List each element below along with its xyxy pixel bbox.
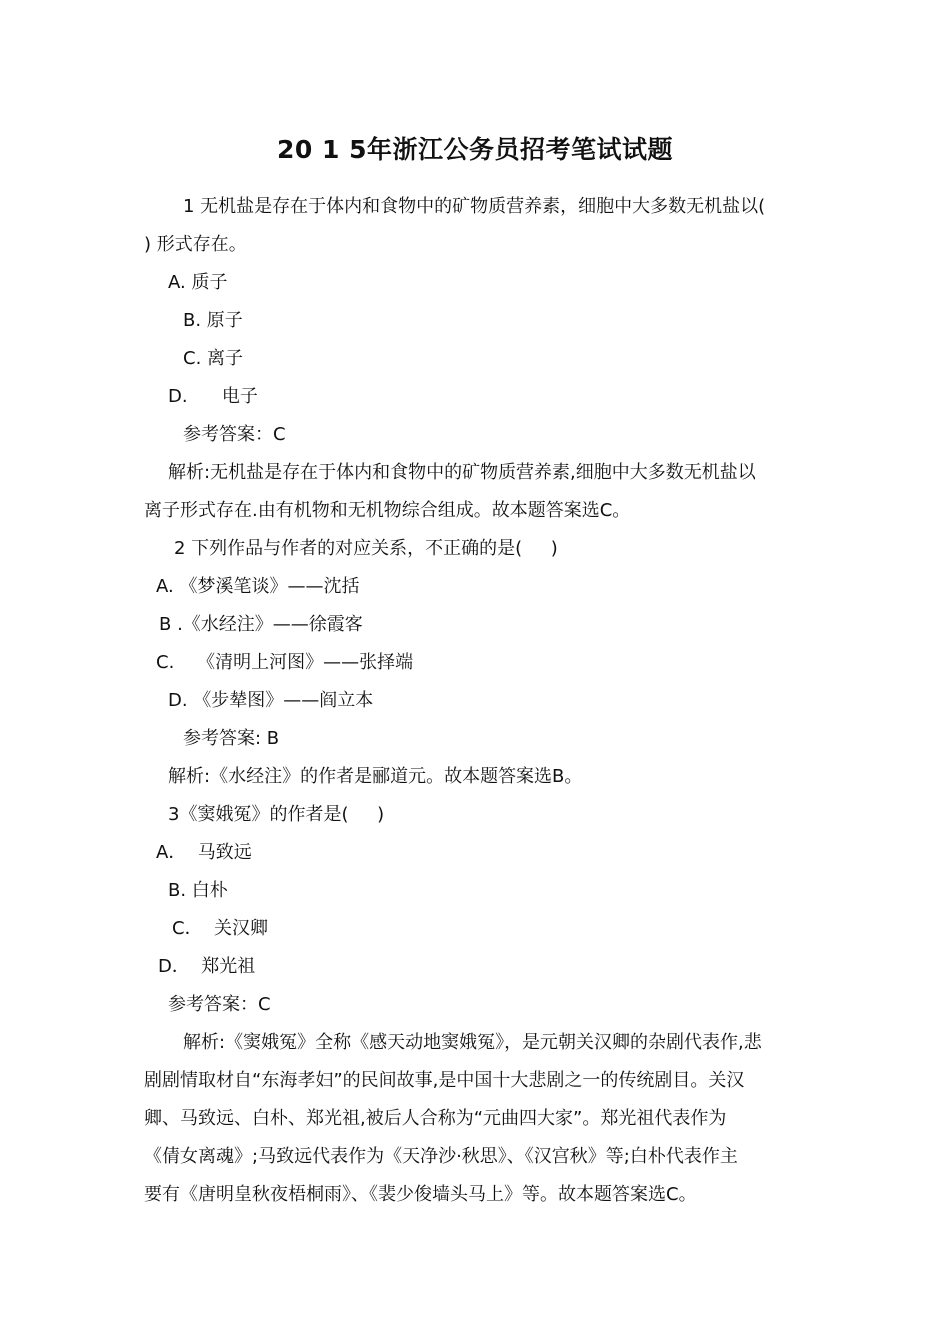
q3-answer: 参考答案：C (168, 994, 271, 1015)
q3-analysis-line3: 卿、马致远、白朴、郑光祖,被后人合称为“元曲四大家”。郑光祖代表作为 (144, 1108, 727, 1129)
q3-option-b: B. 白朴 (168, 880, 228, 901)
q3-analysis-line2: 剧剧情取材自“东海孝妇”的民间故事,是中国十大悲剧之一的传统剧目。关汉 (144, 1070, 745, 1091)
q3-option-a: A． 马致远 (156, 842, 252, 863)
q1-option-d: D. 电子 (168, 386, 258, 407)
q1-option-b: B. 原子 (183, 310, 243, 331)
q1-option-c: C. 离子 (183, 348, 244, 369)
q3-stem: 3《窦娥冤》的作者是( ) (168, 804, 385, 825)
q2-option-c: C. 《清明上河图》——张择端 (156, 652, 414, 673)
page-title: 20 1 5年浙江公务员招考笔试试题 (277, 135, 673, 164)
q2-option-b: B .《水经注》——徐霞客 (159, 614, 363, 635)
q2-answer: 参考答案: B (183, 728, 280, 749)
q1-answer: 参考答案：C (183, 424, 286, 445)
q2-analysis: 解析:《水经注》的作者是郦道元。故本题答案选B。 (168, 766, 583, 787)
q1-option-a: A. 质子 (168, 272, 228, 293)
q3-analysis-line1: 解析:《窦娥冤》全称《感天动地窦娥冤》，是元朝关汉卿的杂剧代表作,悲 (183, 1032, 762, 1053)
q3-option-c: C． 关汉卿 (172, 918, 269, 939)
q3-analysis-line5: 要有《唐明皇秋夜梧桐雨》、《裴少俊墙头马上》等。故本题答案选C。 (144, 1184, 697, 1205)
q1-stem-line1: 1 无机盐是存在于体内和食物中的矿物质营养素，细胞中大多数无机盐以( (183, 196, 766, 217)
q1-stem-line2: ) 形式存在。 (144, 234, 247, 255)
q3-option-d: D． 郑光祖 (158, 956, 256, 977)
q2-stem: 2 下列作品与作者的对应关系，不正确的是( ) (174, 538, 558, 559)
q1-analysis-line2: 离子形式存在.由有机物和无机物综合组成。故本题答案选C。 (144, 500, 631, 521)
q1-analysis-line1: 解析:无机盐是存在于体内和食物中的矿物质营养素,细胞中大多数无机盐以 (168, 462, 756, 483)
q2-option-d: D. 《步辇图》——阎立本 (168, 690, 374, 711)
q3-analysis-line4: 《倩女离魂》;马致远代表作为《天净沙·秋思》、《汉宫秋》等;白朴代表作主 (144, 1146, 738, 1167)
q2-option-a: A. 《梦溪笔谈》——沈括 (156, 576, 360, 597)
